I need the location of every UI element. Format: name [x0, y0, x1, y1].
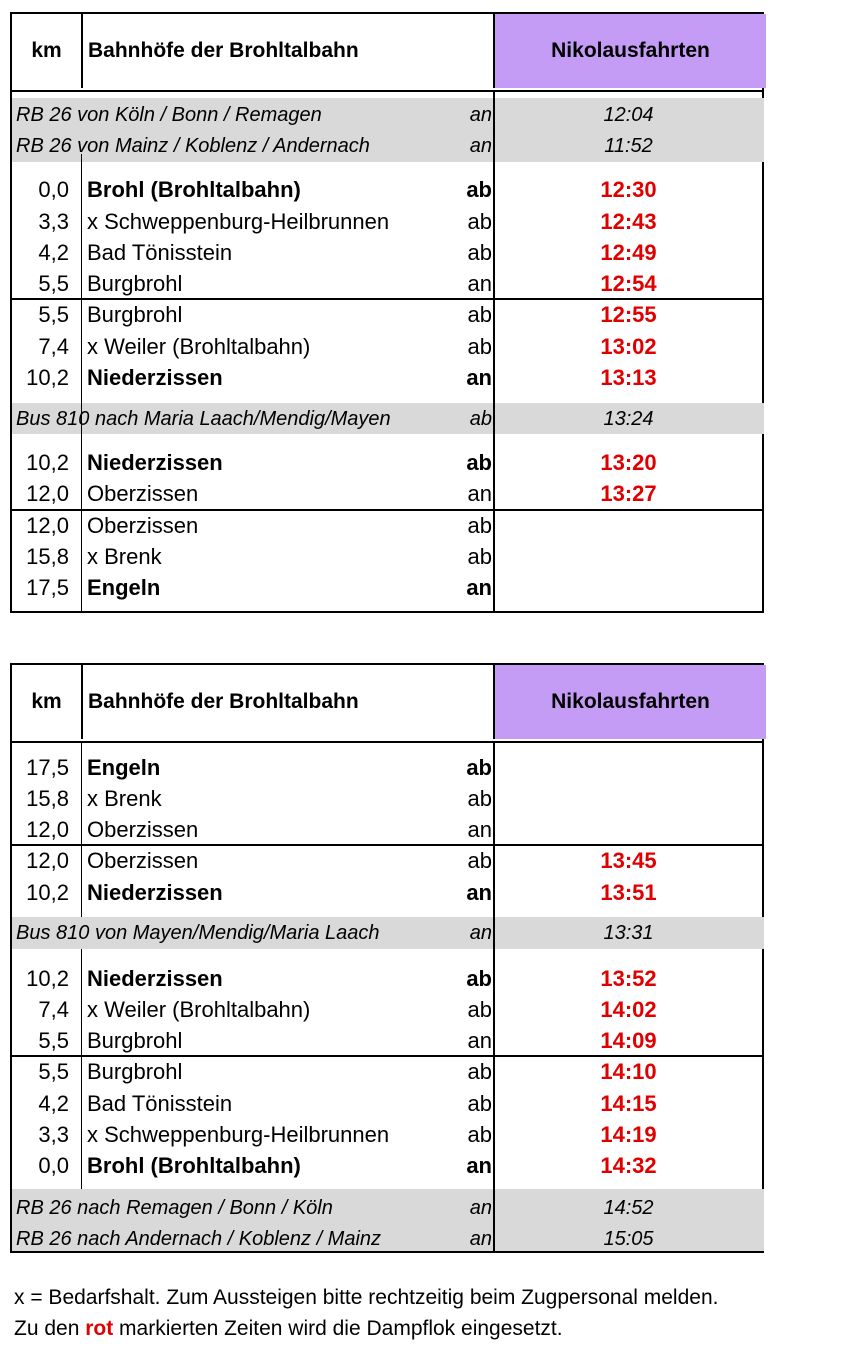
station-name: x Schweppenburg-Heilbrunnen — [87, 1122, 390, 1147]
station-row — [12, 362, 762, 393]
station-row — [12, 206, 762, 237]
km-value: 17,5 — [26, 755, 69, 780]
connection-text: Bus 810 nach Maria Laach/Mendig/Mayen — [16, 408, 391, 430]
arrival-departure: ab — [467, 786, 492, 811]
table-header — [12, 14, 762, 92]
connection-text: RB 26 nach Remagen / Bonn / Köln — [16, 1197, 333, 1219]
station-name: Burgbrohl — [87, 1028, 183, 1053]
station-row — [12, 510, 762, 541]
departure-time: 13:51 — [600, 880, 657, 905]
km-value: 17,5 — [26, 575, 69, 600]
footer-text-after: markierten Zeiten wird die Dampflok eingesetzt. — [113, 1317, 563, 1340]
station-row — [12, 331, 762, 362]
station-name: Burgbrohl — [87, 302, 183, 327]
table-header — [12, 665, 762, 743]
departure-time: 14:09 — [600, 1028, 657, 1053]
km-value: 12,0 — [26, 513, 69, 538]
station-name: Oberzissen — [87, 481, 199, 506]
station-name: Oberzissen — [87, 817, 199, 842]
arrival-departure: ab — [467, 1122, 492, 1147]
arrival-departure: an — [469, 922, 492, 944]
km-value: 10,2 — [26, 966, 69, 991]
station-row — [12, 237, 762, 268]
station-name: Oberzissen — [87, 848, 199, 873]
station-name: Bad Tönisstein — [87, 240, 233, 265]
connection-row — [12, 130, 762, 162]
km-value: 5,5 — [38, 1059, 69, 1084]
station-name: Burgbrohl — [87, 271, 183, 296]
km-value: 10,2 — [26, 880, 69, 905]
connection-time: 11:52 — [604, 135, 653, 157]
station-row — [12, 1025, 762, 1056]
station-name: Niederzissen — [87, 450, 223, 475]
arrival-departure: an — [466, 365, 492, 390]
km-value: 7,4 — [38, 997, 69, 1022]
km-value: 0,0 — [38, 1153, 69, 1178]
table-body — [12, 741, 762, 1251]
timetable-outbound — [10, 12, 764, 613]
km-value: 5,5 — [38, 271, 69, 296]
km-value: 10,2 — [26, 450, 69, 475]
connection-text: RB 26 von Mainz / Koblenz / Andernach — [16, 135, 370, 157]
footer-red-word: rot — [85, 1317, 114, 1340]
arrival-departure: ab — [466, 177, 492, 202]
arrival-departure: an — [466, 1153, 492, 1178]
connection-row — [12, 1223, 762, 1255]
km-value: 15,8 — [26, 786, 69, 811]
station-row — [12, 541, 762, 572]
arrival-departure: an — [469, 1228, 492, 1250]
departure-time: 13:27 — [600, 481, 657, 506]
departure-time: 13:13 — [600, 365, 657, 390]
station-row — [12, 752, 762, 783]
station-name: Brohl (Brohltalbahn) — [87, 1153, 301, 1178]
km-value: 12,0 — [26, 848, 69, 873]
timetable-return — [10, 663, 764, 1253]
departure-time: 12:30 — [600, 177, 657, 202]
header-service: Nikolausfahrten — [493, 14, 766, 88]
arrival-departure: ab — [467, 997, 492, 1022]
header-stations: Bahnhöfe der Brohltalbahn — [88, 690, 359, 713]
connection-row — [12, 917, 762, 949]
arrival-departure: ab — [467, 240, 492, 265]
arrival-departure: ab — [466, 966, 492, 991]
station-name: Burgbrohl — [87, 1059, 183, 1084]
arrival-departure: an — [467, 1028, 492, 1053]
departure-time: 12:55 — [600, 302, 657, 327]
arrival-departure: an — [469, 135, 492, 157]
departure-time: 14:10 — [600, 1059, 657, 1084]
station-row — [12, 994, 762, 1025]
station-name: x Weiler (Brohltalbahn) — [87, 997, 311, 1022]
arrival-departure: an — [467, 481, 492, 506]
km-value: 12,0 — [26, 817, 69, 842]
arrival-departure: ab — [467, 209, 492, 234]
footer-line-steam — [14, 1313, 718, 1344]
connection-time: 14:52 — [603, 1197, 654, 1219]
km-value: 5,5 — [38, 302, 69, 327]
station-name: Niederzissen — [87, 966, 223, 991]
station-row — [12, 174, 762, 205]
km-value: 12,0 — [26, 481, 69, 506]
station-row — [12, 814, 762, 845]
footer-line-request-stop: x = Bedarfshalt. Zum Aussteigen bitte rechtzeitig beim Zugpersonal melden. — [14, 1286, 719, 1309]
arrival-departure: ab — [467, 1059, 492, 1084]
arrival-departure: ab — [467, 302, 492, 327]
station-row — [12, 1056, 762, 1087]
station-name: x Schweppenburg-Heilbrunnen — [87, 209, 390, 234]
arrival-departure: an — [467, 817, 492, 842]
arrival-departure: ab — [467, 1091, 492, 1116]
station-row — [12, 845, 762, 876]
header-service: Nikolausfahrten — [493, 665, 766, 739]
departure-time: 13:52 — [600, 966, 657, 991]
arrival-departure: ab — [466, 755, 492, 780]
connection-time: 12:04 — [603, 104, 654, 126]
station-name: Engeln — [87, 755, 161, 780]
connection-text: Bus 810 von Mayen/Mendig/Maria Laach — [16, 922, 380, 944]
km-value: 4,2 — [38, 240, 69, 265]
km-value: 10,2 — [26, 365, 69, 390]
connection-time: 13:31 — [603, 922, 654, 944]
connection-text: RB 26 von Köln / Bonn / Remagen — [16, 104, 322, 126]
station-name: x Brenk — [87, 544, 162, 569]
station-name: Niederzissen — [87, 365, 223, 390]
station-row — [12, 1119, 762, 1150]
station-row — [12, 963, 762, 994]
station-name: Niederzissen — [87, 880, 223, 905]
table-body — [12, 90, 762, 611]
arrival-departure: ab — [469, 408, 492, 430]
km-value: 5,5 — [38, 1028, 69, 1053]
arrival-departure: ab — [467, 848, 492, 873]
departure-time: 12:54 — [600, 271, 657, 296]
station-name: Bad Tönisstein — [87, 1091, 233, 1116]
station-name: x Weiler (Brohltalbahn) — [87, 334, 311, 359]
departure-time: 12:49 — [600, 240, 657, 265]
arrival-departure: an — [466, 880, 492, 905]
arrival-departure: ab — [466, 450, 492, 475]
station-row — [12, 478, 762, 509]
departure-time: 13:20 — [600, 450, 657, 475]
station-row — [12, 1088, 762, 1119]
departure-time: 13:02 — [600, 334, 657, 359]
connection-text: RB 26 nach Andernach / Koblenz / Mainz — [16, 1228, 382, 1250]
header-km: km — [12, 14, 83, 88]
header-stations: Bahnhöfe der Brohltalbahn — [88, 39, 359, 62]
footer-text-before: Zu den — [14, 1317, 86, 1340]
km-value: 3,3 — [38, 209, 69, 234]
footer-notes — [14, 1282, 718, 1344]
station-row — [12, 572, 762, 603]
departure-time: 12:43 — [600, 209, 657, 234]
connection-row — [12, 1192, 762, 1224]
connection-time: 13:24 — [603, 408, 654, 430]
connection-time: 15:05 — [603, 1228, 654, 1250]
station-name: x Brenk — [87, 786, 162, 811]
arrival-departure: an — [466, 575, 492, 600]
connection-row — [12, 403, 762, 435]
arrival-departure: an — [469, 1197, 492, 1219]
station-name: Engeln — [87, 575, 161, 600]
arrival-departure: an — [467, 271, 492, 296]
header-km: km — [12, 665, 83, 739]
arrival-departure: ab — [467, 334, 492, 359]
station-row — [12, 1150, 762, 1181]
station-row — [12, 877, 762, 908]
km-value: 15,8 — [26, 544, 69, 569]
station-row — [12, 783, 762, 814]
station-row — [12, 447, 762, 478]
connection-row — [12, 99, 762, 131]
departure-time: 14:15 — [600, 1091, 657, 1116]
km-value: 0,0 — [38, 177, 69, 202]
departure-time: 14:19 — [600, 1122, 657, 1147]
station-row — [12, 268, 762, 299]
km-value: 3,3 — [38, 1122, 69, 1147]
departure-time: 13:45 — [600, 848, 657, 873]
station-name: Oberzissen — [87, 513, 199, 538]
arrival-departure: an — [469, 104, 492, 126]
departure-time: 14:32 — [600, 1153, 657, 1178]
arrival-departure: ab — [467, 513, 492, 538]
departure-time: 14:02 — [600, 997, 657, 1022]
arrival-departure: ab — [467, 544, 492, 569]
km-value: 4,2 — [38, 1091, 69, 1116]
station-name: Brohl (Brohltalbahn) — [87, 177, 301, 202]
station-row — [12, 299, 762, 330]
km-value: 7,4 — [38, 334, 69, 359]
